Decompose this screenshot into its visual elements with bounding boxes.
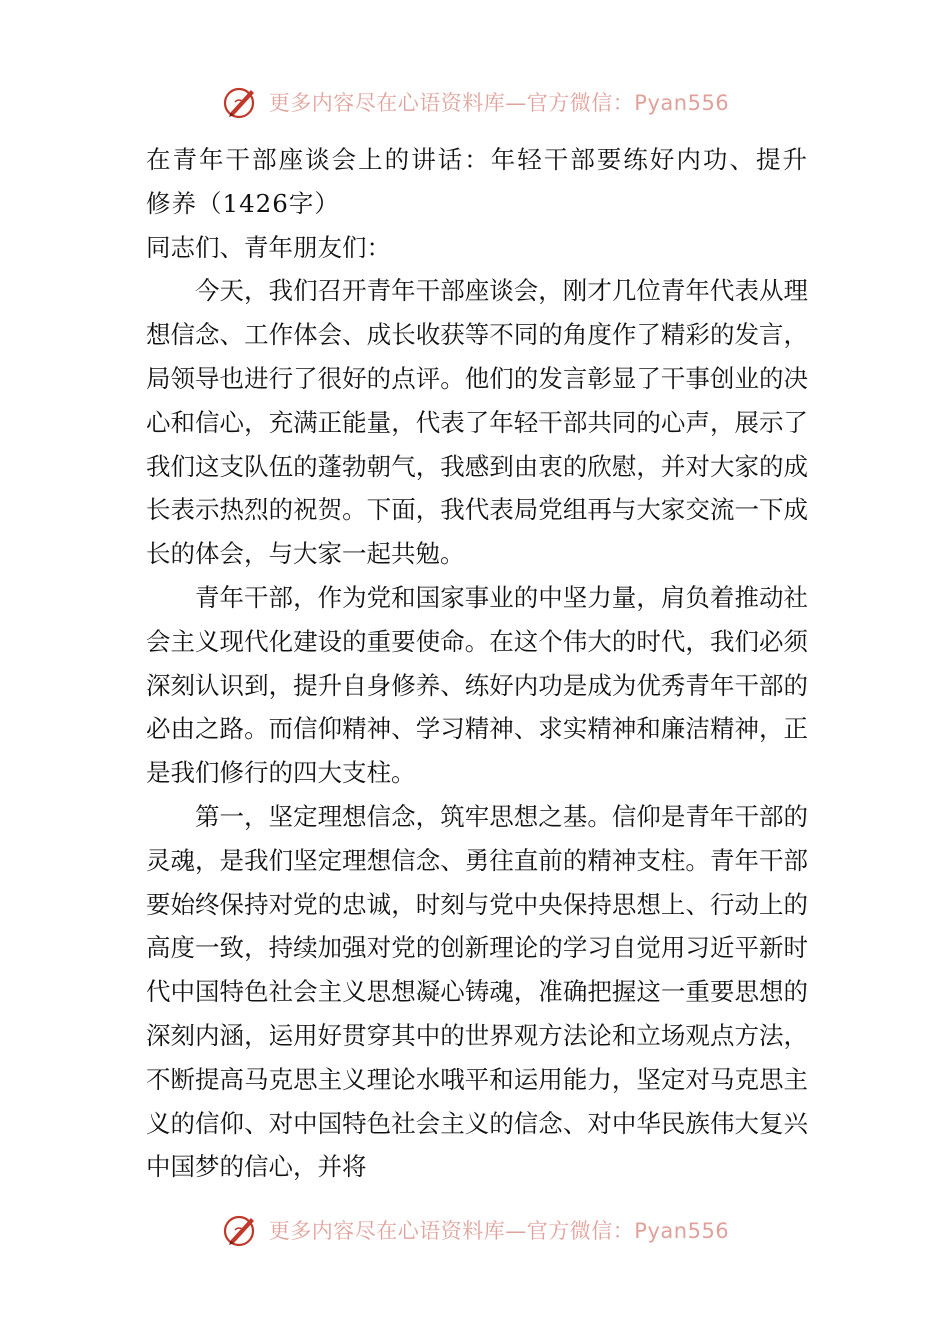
watermark-text: 更多内容尽在心语资料库—官方微信：Pyan556 [268,91,730,115]
paragraph-2: 青年干部，作为党和国家事业的中坚力量，肩负着推动社会主义现代化建设的重要使命。在这个伟大的时代，我们必须深刻认识到，提升自身修养、练好内功是成为优秀青年干部的必由之路。而信仰精神、学习精神、求实精神和廉洁精神，正是我们修行的四大支柱。 [146,582,808,788]
document-title: 在青年干部座谈会上的讲话：年轻干部要练好内功、提升修养（1426字） [146,145,808,218]
pen-logo-icon [221,1210,261,1250]
paragraph-3: 第一，坚定理想信念，筑牢思想之基。信仰是青年干部的灵魂，是我们坚定理想信念、勇往直前的精神支柱。青年干部要始终保持对党的忠诚，时刻与党中央保持思想上、行动上的高度一致，持续加强对党的创新理论的学习自觉用习近平新时代中国特色社会主义思想凝心铸魂，准确把握这一重要思想的深刻内涵，运用好贯穿其中的世界观方法论和立场观点方法，不断提高马克思主义理论水哦平和运用能力，坚定对马克思主义的信仰、对中国特色社会主义的信念、对中华民族伟大复兴中国梦的信心，并将 [146,801,808,1182]
salutation: 同志们、青年朋友们： [146,232,391,262]
watermark-header [0,80,950,124]
document-body [146,138,808,1189]
paragraph-1: 今天，我们召开青年干部座谈会，刚才几位青年代表从理想信念、工作体会、成长收获等不同的角度作了精彩的发言，局领导也进行了很好的点评。他们的发言彰显了干事创业的决心和信心，充满正能量，代表了年轻干部共同的心声，展示了我们这支队伍的蓬勃朝气，我感到由衷的欣慰，并对大家的成长表示热烈的祝贺。下面，我代表局党组再与大家交流一下成长的体会，与大家一起共勉。 [146,276,808,569]
watermark-footer [0,1208,950,1252]
pen-logo-icon [221,82,261,122]
watermark-text: 更多内容尽在心语资料库—官方微信：Pyan556 [268,1219,730,1243]
